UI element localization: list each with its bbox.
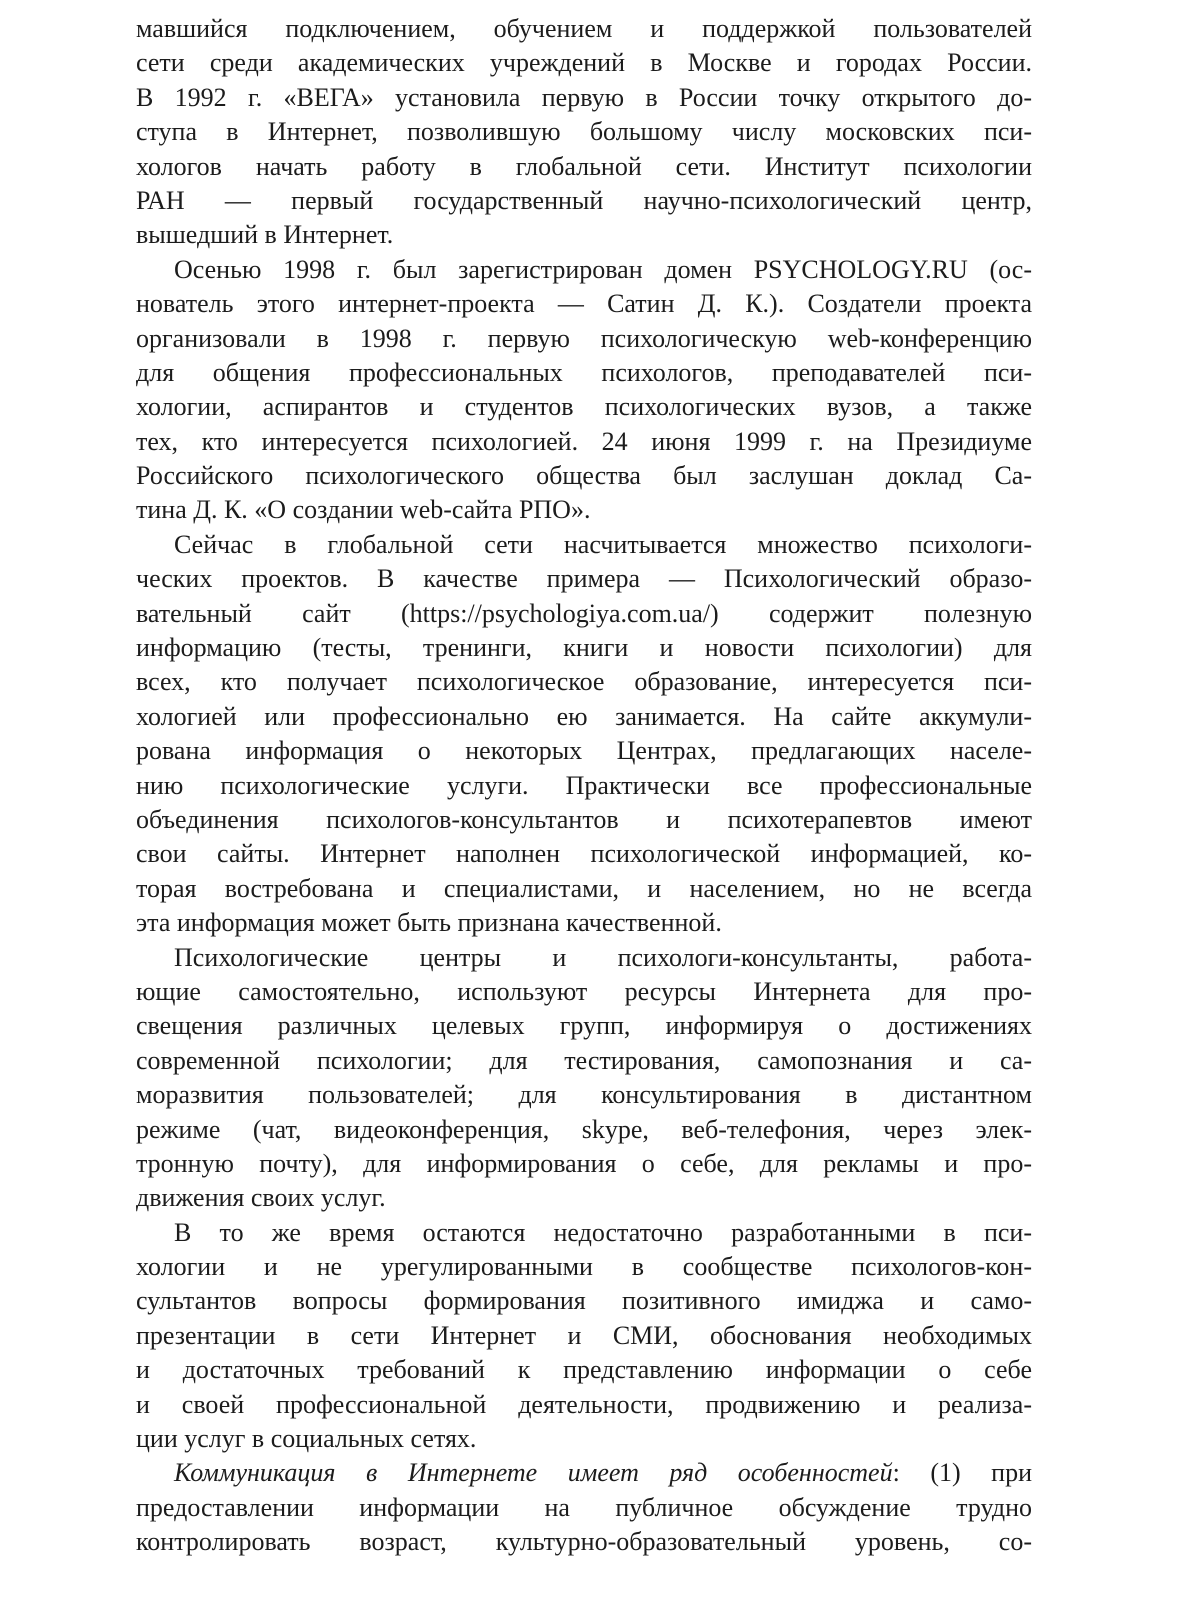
text-line: предоставлении информации на публичное обсуждение трудно xyxy=(136,1492,1032,1522)
text-line: нию психологические услуги. Практически все профессиональные xyxy=(136,770,1032,800)
text-line: Психологические центры и психологи-консультанты, работа- xyxy=(174,942,1032,972)
text-line: и достаточных требований к представлению информации о себе xyxy=(136,1355,1032,1385)
text-line: тронную почту), для информирования о себе, для рекламы и про- xyxy=(136,1148,1032,1178)
paragraph xyxy=(136,253,1032,528)
text-line: хологией или профессионально ею занимается. На сайте аккумули- xyxy=(136,701,1032,731)
text-line: хологов начать работу в глобальной сети. Институт психологии xyxy=(136,151,1032,181)
text-line: современной психологии; для тестирования, самопознания и са- xyxy=(136,1045,1032,1075)
paragraph xyxy=(136,12,1032,253)
paragraph xyxy=(136,1216,1032,1457)
text-line: ции услуг в социальных сетях. xyxy=(136,1424,477,1454)
paragraph xyxy=(136,1456,1032,1559)
text-fragment: : (1) при xyxy=(892,1458,1032,1488)
text-line: всех, кто получает психологическое образование, интересуется пси- xyxy=(136,667,1032,697)
text-line: сети среди академических учреждений в Москве и городах России. xyxy=(136,48,1032,78)
text-line: РАН — первый государственный научно-психологический центр, xyxy=(136,185,1032,215)
text-line: режиме (чат, видеоконференция, skype, веб-телефония, через элек- xyxy=(136,1114,1032,1144)
text-line: Российского психологического общества был заслушан доклад Са- xyxy=(136,461,1032,491)
text-line: торая востребована и специалистами, и населением, но не всегда xyxy=(136,873,1032,903)
italic-lead-in: Коммуникация в Интернете имеет ряд особенностей xyxy=(174,1458,893,1488)
text-line: нователь этого интернет-проекта — Сатин Д. К.). Создатели проекта xyxy=(136,289,1032,319)
text-line xyxy=(136,1456,1032,1490)
text-line: ступа в Интернет, позволившую большому числу московских пси- xyxy=(136,117,1032,147)
text-line: моразвития пользователей; для консультирования в дистантном xyxy=(136,1080,1032,1110)
text-line: ческих проектов. В качестве примера — Психологический образо- xyxy=(136,564,1032,594)
text-line: объединения психологов-консультантов и психотерапевтов имеют xyxy=(136,804,1032,834)
text-line: ющие самостоятельно, используют ресурсы Интернета для про- xyxy=(136,976,1032,1006)
text-line: движения своих услуг. xyxy=(136,1183,386,1213)
paragraph xyxy=(136,528,1032,941)
text-line: свещения различных целевых групп, информируя о достижениях xyxy=(136,1011,1032,1041)
text-line: Осенью 1998 г. был зарегистрирован домен PSYCHOLOGY.RU (ос- xyxy=(174,254,1032,284)
document-page xyxy=(136,12,1032,1560)
text-line: вательный сайт (https://psychologiya.com.ua/) содержит полезную xyxy=(136,598,1032,628)
text-line: Сейчас в глобальной сети насчитывается множество психологи- xyxy=(174,529,1032,559)
text-line: рована информация о некоторых Центрах, предлагающих населе- xyxy=(136,736,1032,766)
text-line: контролировать возраст, культурно-образовательный уровень, со- xyxy=(136,1527,1032,1557)
text-line: сультантов вопросы формирования позитивного имиджа и само- xyxy=(136,1286,1032,1316)
text-line: тех, кто интересуется психологией. 24 июня 1999 г. на Президиуме xyxy=(136,426,1032,456)
text-line: хологии и не урегулированными в сообществе психологов-кон- xyxy=(136,1252,1032,1282)
text-line: В то же время остаются недостаточно разработанными в пси- xyxy=(174,1217,1032,1247)
text-line: информацию (тесты, тренинги, книги и новости психологии) для xyxy=(136,633,1032,663)
text-line: и своей профессиональной деятельности, продвижению и реализа- xyxy=(136,1389,1032,1419)
text-line: организовали в 1998 г. первую психологическую web-конференцию xyxy=(136,323,1032,353)
text-line: вышедший в Интернет. xyxy=(136,220,394,250)
paragraph xyxy=(136,941,1032,1216)
text-line: презентации в сети Интернет и СМИ, обоснования необходимых xyxy=(136,1320,1032,1350)
text-line: свои сайты. Интернет наполнен психологической информацией, ко- xyxy=(136,839,1032,869)
text-line: для общения профессиональных психологов, преподавателей пси- xyxy=(136,357,1032,387)
text-line: В 1992 г. «ВЕГА» установила первую в России точку открытого до- xyxy=(136,82,1032,112)
text-line: хологии, аспирантов и студентов психологических вузов, а также xyxy=(136,392,1032,422)
text-line: тина Д. К. «О создании web-сайта РПО». xyxy=(136,495,591,525)
text-line: эта информация может быть признана качественной. xyxy=(136,908,722,938)
text-line: мавшийся подключением, обучением и поддержкой пользователей xyxy=(136,14,1032,43)
